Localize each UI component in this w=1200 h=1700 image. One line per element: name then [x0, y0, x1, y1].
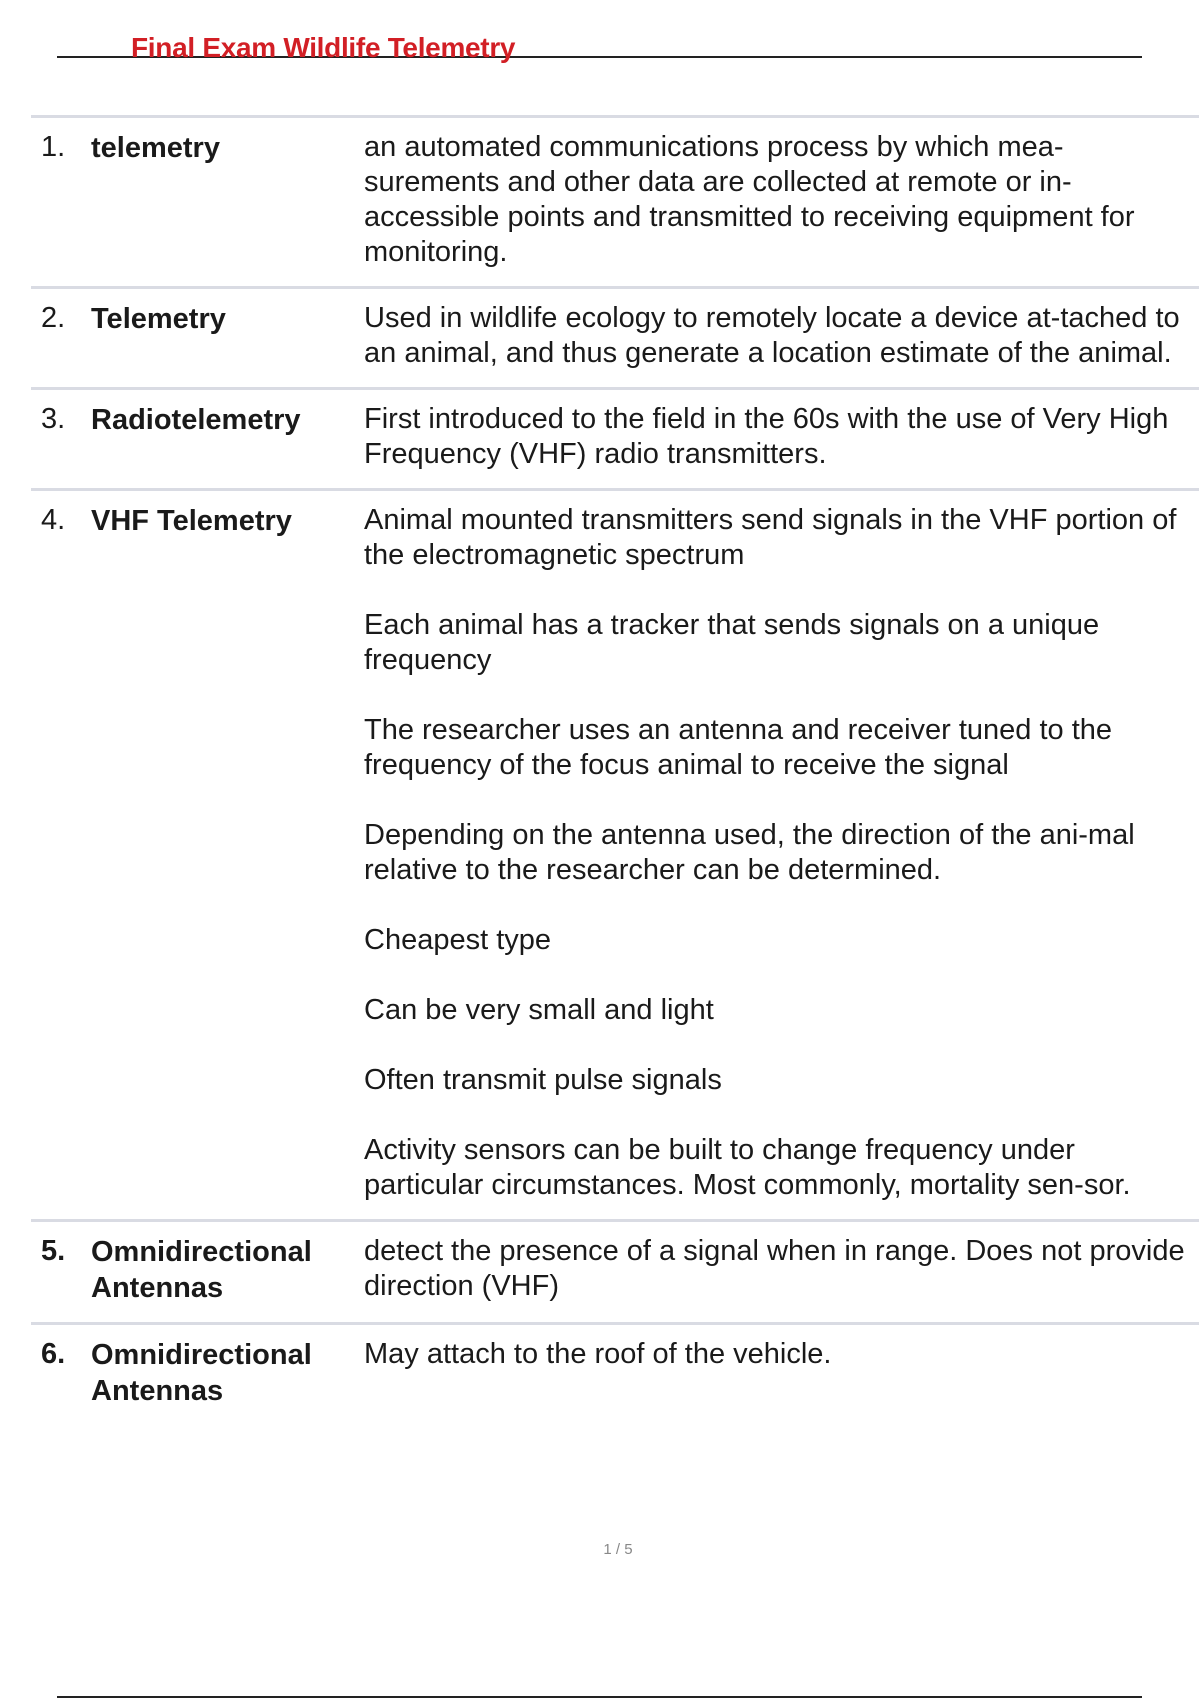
definition-paragraph: detect the presence of a signal when in range. Does not provide direction (VHF)	[364, 1235, 1185, 1302]
definition-paragraph: Can be very small and light	[364, 994, 714, 1026]
entry-definition	[364, 1337, 1199, 1409]
entry-term: Omnidirectional Antennas	[91, 1339, 312, 1407]
definition-paragraph: an automated communications process by which mea-surements and other data are collected at remote or in-accessible points and transmitted to receiving equipment for monitoring.	[364, 131, 1135, 268]
table-row	[31, 1325, 1199, 1425]
entry-term: VHF Telemetry	[91, 505, 292, 537]
document-header	[57, 30, 1142, 63]
entry-term: telemetry	[91, 132, 220, 164]
entry-number: 1.	[41, 131, 66, 163]
definition-paragraph: Cheapest type	[364, 924, 552, 956]
entry-definition	[364, 301, 1199, 371]
entry-definition	[364, 503, 1199, 1203]
definition-paragraph: First introduced to the field in the 60s with the use of Very High Frequency (VHF) radio transmitters.	[364, 403, 1169, 470]
document-title: Final Exam Wildlife Telemetry	[131, 32, 516, 63]
table-row	[31, 390, 1199, 491]
footer-rule	[57, 1696, 1142, 1698]
table-row	[31, 289, 1199, 390]
definition-paragraph: Animal mounted transmitters send signals in the VHF portion of the electromagnetic spectrum	[364, 504, 1177, 571]
entry-definition	[364, 1234, 1199, 1306]
table-row	[31, 491, 1199, 1222]
definition-paragraph: May attach to the roof of the vehicle.	[364, 1338, 832, 1370]
definition-paragraph: Depending on the antenna used, the direction of the ani-mal relative to the researcher can be determined.	[364, 819, 1135, 886]
entry-term: Radiotelemetry	[91, 404, 301, 436]
definition-paragraph: Activity sensors can be built to change frequency under particular circumstances. Most commonly, mortality sen-sor.	[364, 1134, 1131, 1201]
entry-number: 6.	[41, 1338, 66, 1370]
table-row	[31, 118, 1199, 289]
flashcard-table	[31, 115, 1199, 1425]
definition-paragraph: Used in wildlife ecology to remotely locate a device at-tached to an animal, and thus generate a location estimate of the animal.	[364, 302, 1180, 369]
entry-number: 3.	[41, 403, 66, 435]
entry-number: 4.	[41, 504, 66, 536]
definition-paragraph: The researcher uses an antenna and receiver tuned to the frequency of the focus animal to receive the signal	[364, 714, 1113, 781]
table-row	[31, 1222, 1199, 1325]
entry-number: 2.	[41, 302, 66, 334]
entry-definition	[364, 402, 1199, 472]
definition-paragraph: Each animal has a tracker that sends signals on a unique frequency	[364, 609, 1100, 676]
entry-number: 5.	[41, 1235, 66, 1267]
entry-term: Telemetry	[91, 303, 226, 335]
entry-definition	[364, 130, 1199, 270]
entry-term: Omnidirectional Antennas	[91, 1236, 312, 1304]
definition-paragraph: Often transmit pulse signals	[364, 1064, 722, 1096]
page-indicator: 1 / 5	[603, 1541, 633, 1558]
